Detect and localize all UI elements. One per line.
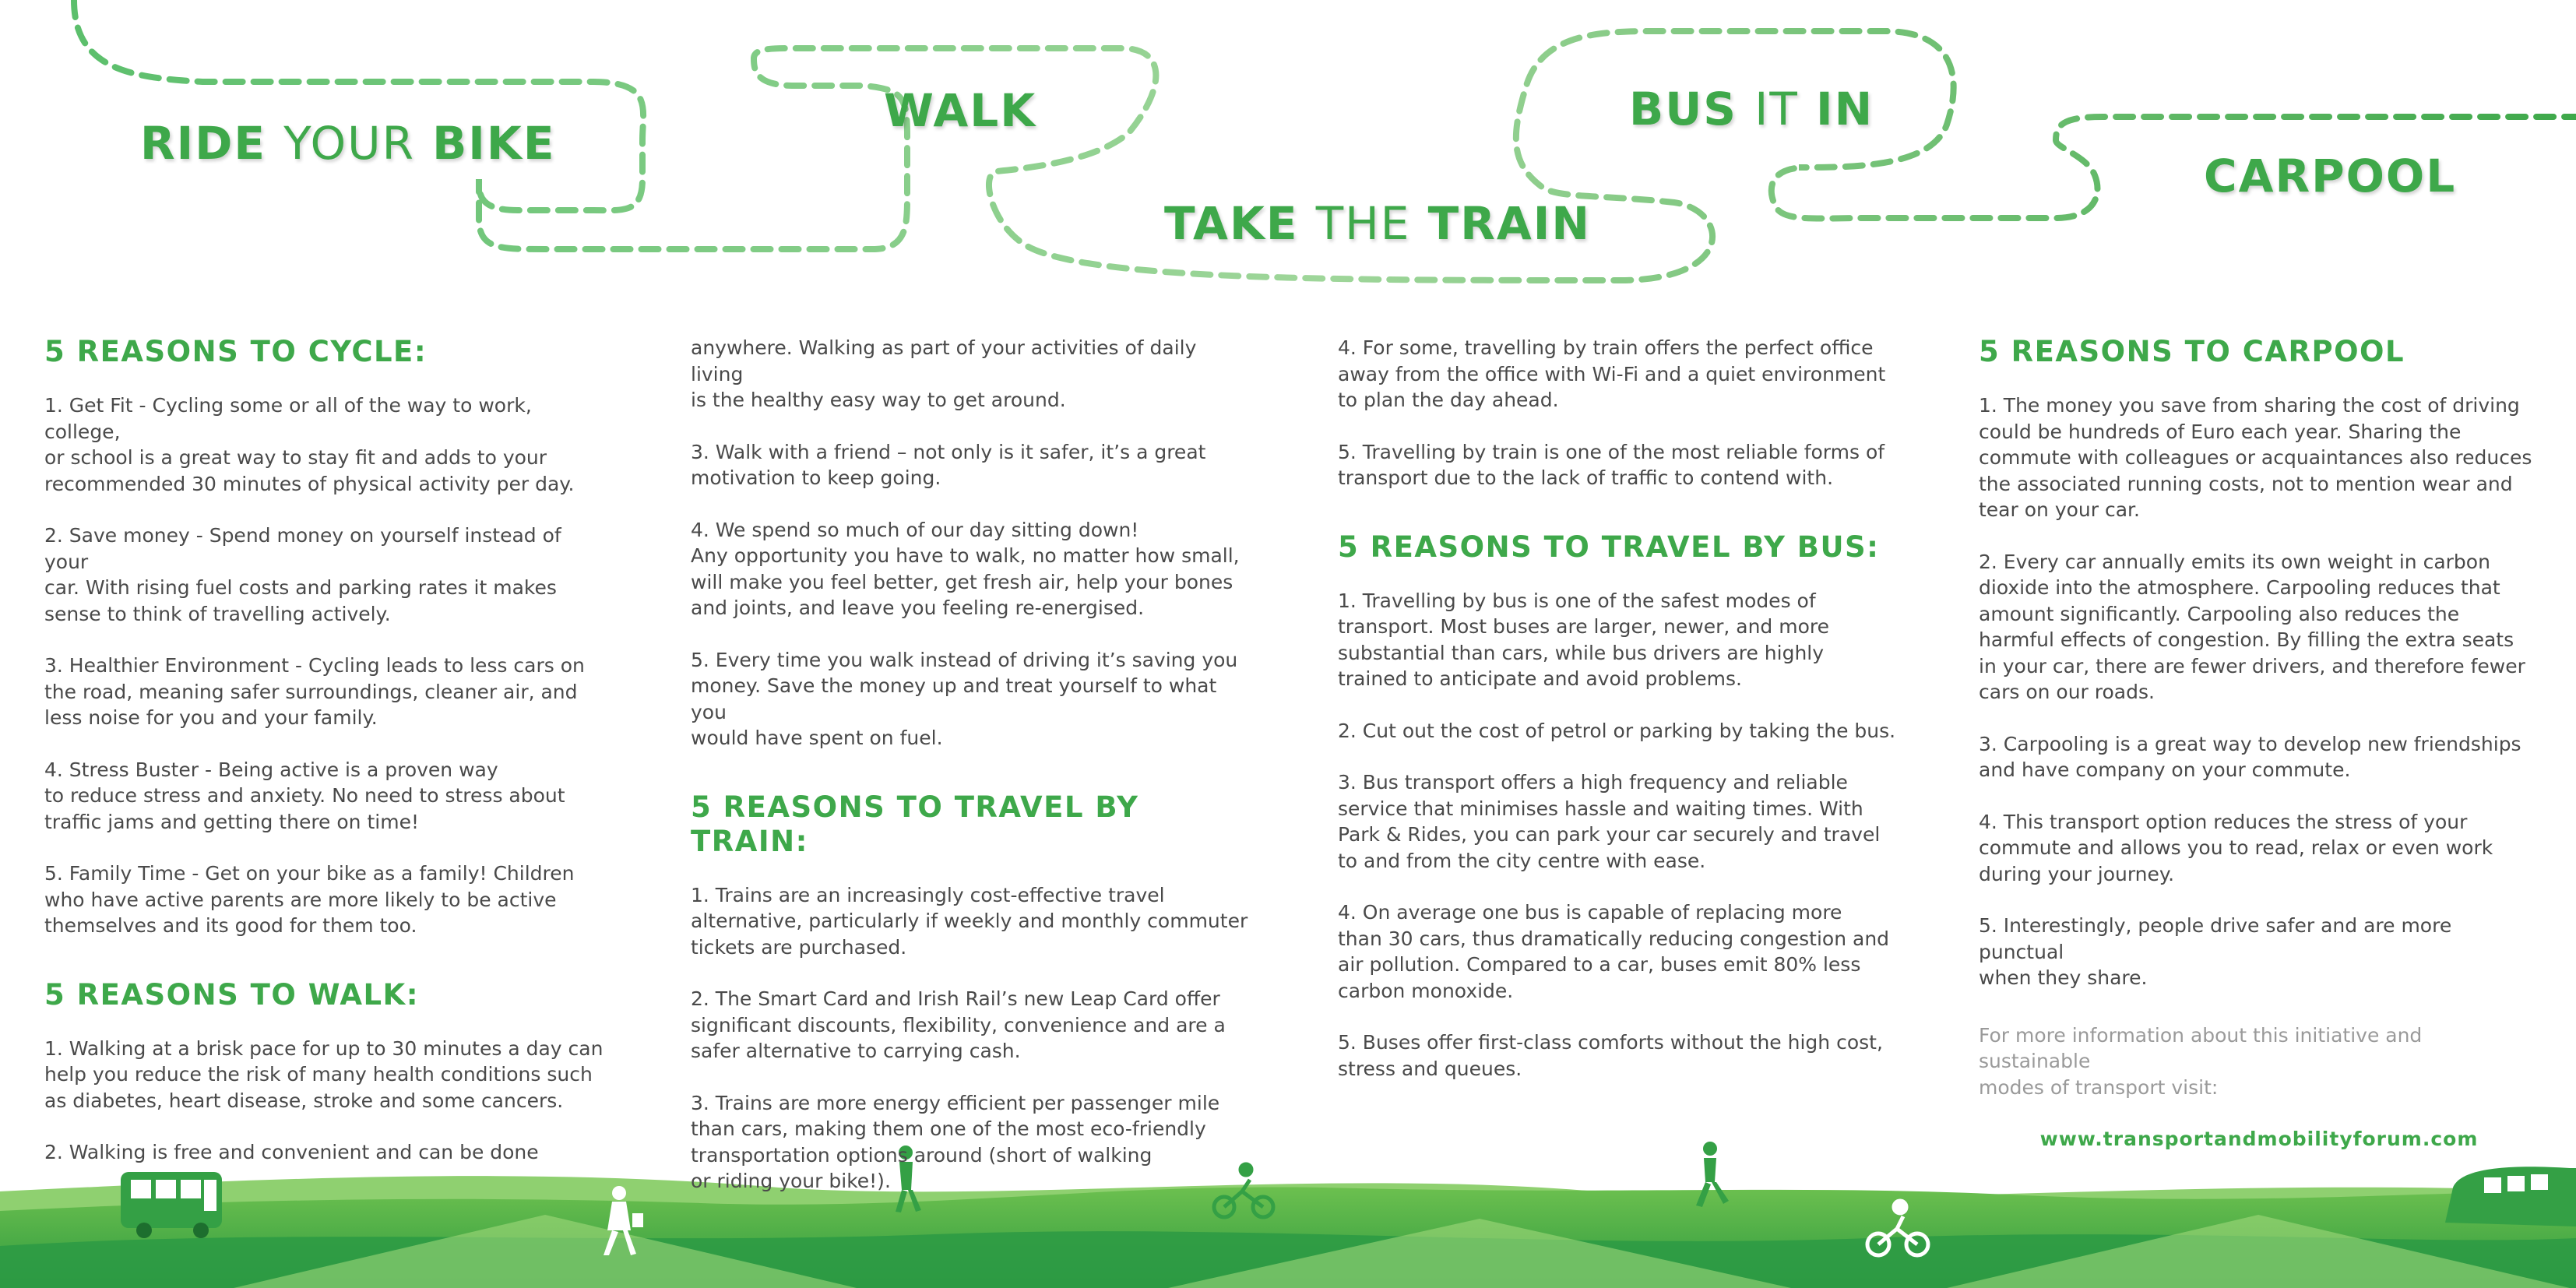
column-train-bus (1338, 335, 1899, 1107)
website-link[interactable]: www.transportandmobilityforum.com (2039, 1128, 2479, 1150)
cycle-reason-5: 5. Family Time - Get on your bike as a family! Children who have active parents are more likely to be active themselves and its good for them too. (44, 862, 575, 937)
cycle-reason-3: 3. Healthier Environment - Cycling leads to less cars on the road, meaning safer surroundings, cleaner air, and less noise for you and your family. (44, 654, 585, 729)
headline-take-the-train (1164, 197, 1591, 250)
carpool-reason-1: 1. The money you save from sharing the cost of driving could be hundreds of Euro each year. Sharing the commute with colleagues or acquaintances also reduces the associated running costs, not to mention wear and tear on your car. (1979, 394, 2532, 521)
headline-ride-your-bike (140, 117, 555, 170)
cycle-reason-2: 2. Save money - Spend money on yourself instead of your car. With rising fuel costs and parking rates it makes sense to think of travelling actively. (44, 524, 561, 625)
column-carpool (1979, 335, 2539, 1178)
cycle-heading: 5 REASONS TO CYCLE: (44, 335, 428, 368)
headline-train-b: THE (1315, 197, 1411, 250)
bus-reason-2: 2. Cut out the cost of petrol or parking by taking the bus. (1338, 719, 1896, 742)
train-reason-4: 4. For some, travelling by train offers the perfect office away from the office with Wi-Fi and a quiet environment to plan the day ahead. (1338, 336, 1886, 411)
walk-reason-5: 5. Every time you walk instead of driving it’s saving you money. Save the money up and treat yourself to what you would have spent on fuel. (691, 648, 1238, 749)
carpool-reason-3: 3. Carpooling is a great way to develop new friendships and have company on your commute. (1979, 732, 2521, 781)
walk-reason-2-cont: anywhere. Walking as part of your activities of daily living is the healthy easy way to get around. (691, 336, 1197, 411)
carpool-reason-4: 4. This transport option reduces the stress of your commute and allows you to read, relax or even work during your journey. (1979, 810, 2493, 885)
walk-heading: 5 REASONS TO WALK: (44, 977, 420, 1012)
headline-bus-it-in (1629, 83, 1874, 135)
walk-reason-3: 3. Walk with a friend – not only is it safer, it’s a great motivation to keep going. (691, 440, 1206, 489)
cycle-reason-4: 4. Stress Buster - Being active is a proven way to reduce stress and anxiety. No need to stress about traffic jams and getting there on time! (44, 758, 565, 833)
column-cycle-walk (44, 335, 605, 1191)
column-walk-train (691, 335, 1251, 1220)
train-reason-2: 2. The Smart Card and Irish Rail’s new Leap Card offer significant discounts, flexibility, convenience and are a safer alternative to carrying cash. (691, 987, 1226, 1062)
headline-bike-a: RIDE (140, 117, 267, 170)
headline-train-a: TAKE (1164, 197, 1299, 250)
headline-bus-c: IN (1816, 83, 1874, 135)
walk-reason-1: 1. Walking at a brisk pace for up to 30 minutes a day can help you reduce the risk of many health conditions such as diabetes, heart disease, stroke and some cancers. (44, 1036, 604, 1112)
bus-reason-3: 3. Bus transport offers a high frequency and reliable service that minimises hassle and waiting times. With Park & Rides, you can park your car securely and travel to and from the city centre with ease. (1338, 771, 1881, 872)
bus-heading: 5 REASONS TO TRAVEL BY BUS: (1338, 530, 1880, 564)
cycle-reason-1: 1. Get Fit - Cycling some or all of the way to work, college, or school is a great way to stay fit and adds to your recommended 30 minutes of physical activity per day. (44, 394, 575, 495)
carpool-reason-2: 2. Every car annually emits its own weight in carbon dioxide into the atmosphere. Carpooling reduces that amount significantly. Carpooling also reduces the harmful effects of congestion. By filling the extra seats in your car, there are fewer drivers, and therefore fewer cars on our roads. (1979, 550, 2525, 703)
headline-bus-a: BUS (1629, 83, 1738, 135)
headline-walk: WALK (884, 84, 1037, 137)
headline-train-c: TRAIN (1427, 197, 1591, 250)
bus-reason-5: 5. Buses offer first-class comforts without the high cost, stress and queues. (1338, 1031, 1883, 1080)
carpool-reason-5: 5. Interestingly, people drive safer and are more punctual when they share. (1979, 914, 2452, 989)
walk-reason-4: 4. We spend so much of our day sitting down! Any opportunity you have to walk, no matter how small, will make you feel better, get fresh air, help your bones and joints, and leave you feeling re-energised. (691, 518, 1240, 619)
bus-reason-1: 1. Travelling by bus is one of the safest modes of transport. Most buses are larger, newer, and more substantial than cars, while bus drivers are highly trained to anticipate and avoid problems. (1338, 589, 1830, 690)
train-reason-5: 5. Travelling by train is one of the most reliable forms of transport due to the lack of traffic to contend with. (1338, 440, 1885, 489)
train-reason-3: 3. Trains are more energy efficient per passenger mile than cars, making them one of the most eco-friendly transportation options around (short of walking or riding your bike!). (691, 1091, 1220, 1192)
headline-bike-b: YOUR (283, 117, 415, 170)
more-info-text: For more information about this initiative and sustainable modes of transport visit: (1979, 1023, 2423, 1099)
headline-bus-b: IT (1754, 83, 1799, 135)
train-reason-1: 1. Trains are an increasingly cost-effective travel alternative, particularly if weekly and monthly commuter tickets are purchased. (691, 883, 1248, 959)
walk-reason-2-start: 2. Walking is free and convenient and can be done (44, 1141, 539, 1163)
carpool-heading: 5 REASONS TO CARPOOL (1979, 335, 2405, 368)
headline-carpool: CARPOOL (2204, 150, 2457, 202)
headline-bike-c: BIKE (432, 117, 556, 170)
bus-reason-4: 4. On average one bus is capable of replacing more than 30 cars, thus dramatically reducing congestion and air pollution. Compared to a car, buses emit 80% less carbon monoxide. (1338, 901, 1890, 1002)
train-heading: 5 REASONS TO TRAVEL BY TRAIN: (691, 790, 1139, 858)
